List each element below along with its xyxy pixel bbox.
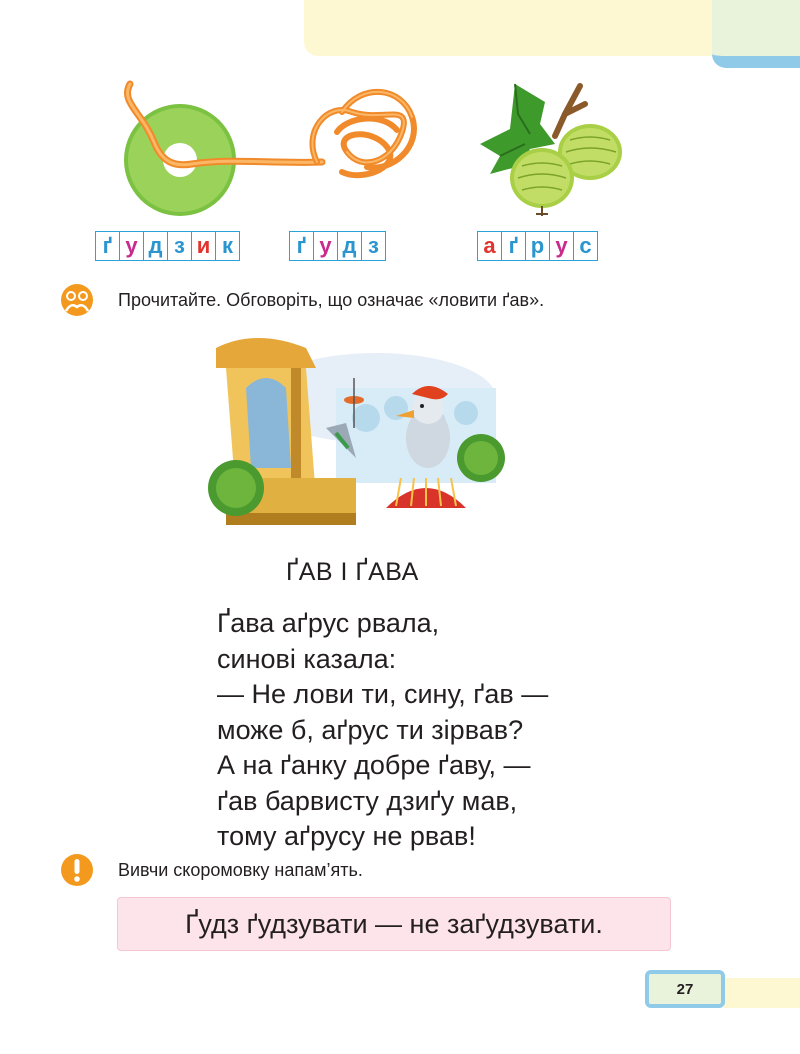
word-agrus-boxes <box>477 231 598 261</box>
letter-box: у <box>313 231 337 261</box>
exclamation-icon <box>60 853 94 887</box>
footer-band <box>724 978 800 1008</box>
poem-title: ҐАВ І ҐАВА <box>286 558 419 586</box>
poem-text <box>217 606 548 855</box>
word-gudzyk-boxes <box>95 231 240 261</box>
page-number <box>645 970 725 1008</box>
poem-line: Ґава аґрус рвала, <box>217 608 440 638</box>
poem-line: — Не лови ти, сину, ґав — <box>217 679 549 709</box>
word-gudz-boxes <box>289 231 386 261</box>
letter-box: а <box>477 231 501 261</box>
letter-box: к <box>215 231 240 261</box>
letter-box: с <box>573 231 598 261</box>
header-tab <box>712 0 800 68</box>
letter-box: з <box>361 231 386 261</box>
letter-box: ґ <box>289 231 313 261</box>
letter-box: р <box>525 231 549 261</box>
page-number-text: 27 <box>676 980 694 998</box>
poem-line: синові казала: <box>217 643 397 674</box>
button-and-thread-illustration <box>112 72 442 222</box>
letter-box: д <box>143 231 167 261</box>
letter-box: ґ <box>501 231 525 261</box>
tongue-twister-box <box>117 897 671 951</box>
poem-line: ґав барвисту дзиґу мав, <box>217 785 518 816</box>
letter-box: и <box>191 231 215 261</box>
discuss-people-icon <box>60 283 94 317</box>
tongue-twister-text: Ґудз ґудзувати — не заґудзувати. <box>185 908 603 939</box>
letter-box: у <box>119 231 143 261</box>
header-band <box>304 0 724 56</box>
task-learn-text: Вивчи скоромовку напам’ять. <box>118 859 363 880</box>
crow-scene-illustration <box>196 328 506 543</box>
poem-line: А на ґанку добре ґаву, — <box>217 750 531 780</box>
letter-box: д <box>337 231 361 261</box>
task-learn <box>60 853 760 887</box>
letter-box: ґ <box>95 231 119 261</box>
task-read-text: Прочитайте. Обговоріть, що означає «ловити ґав». <box>118 289 545 310</box>
task-read <box>60 283 760 317</box>
gooseberry-illustration <box>470 74 640 224</box>
letter-box: з <box>167 231 191 261</box>
letter-box: у <box>549 231 573 261</box>
poem-line: тому аґрусу не рвав! <box>217 821 476 851</box>
poem-line: може б, аґрус ти зірвав? <box>217 714 524 745</box>
